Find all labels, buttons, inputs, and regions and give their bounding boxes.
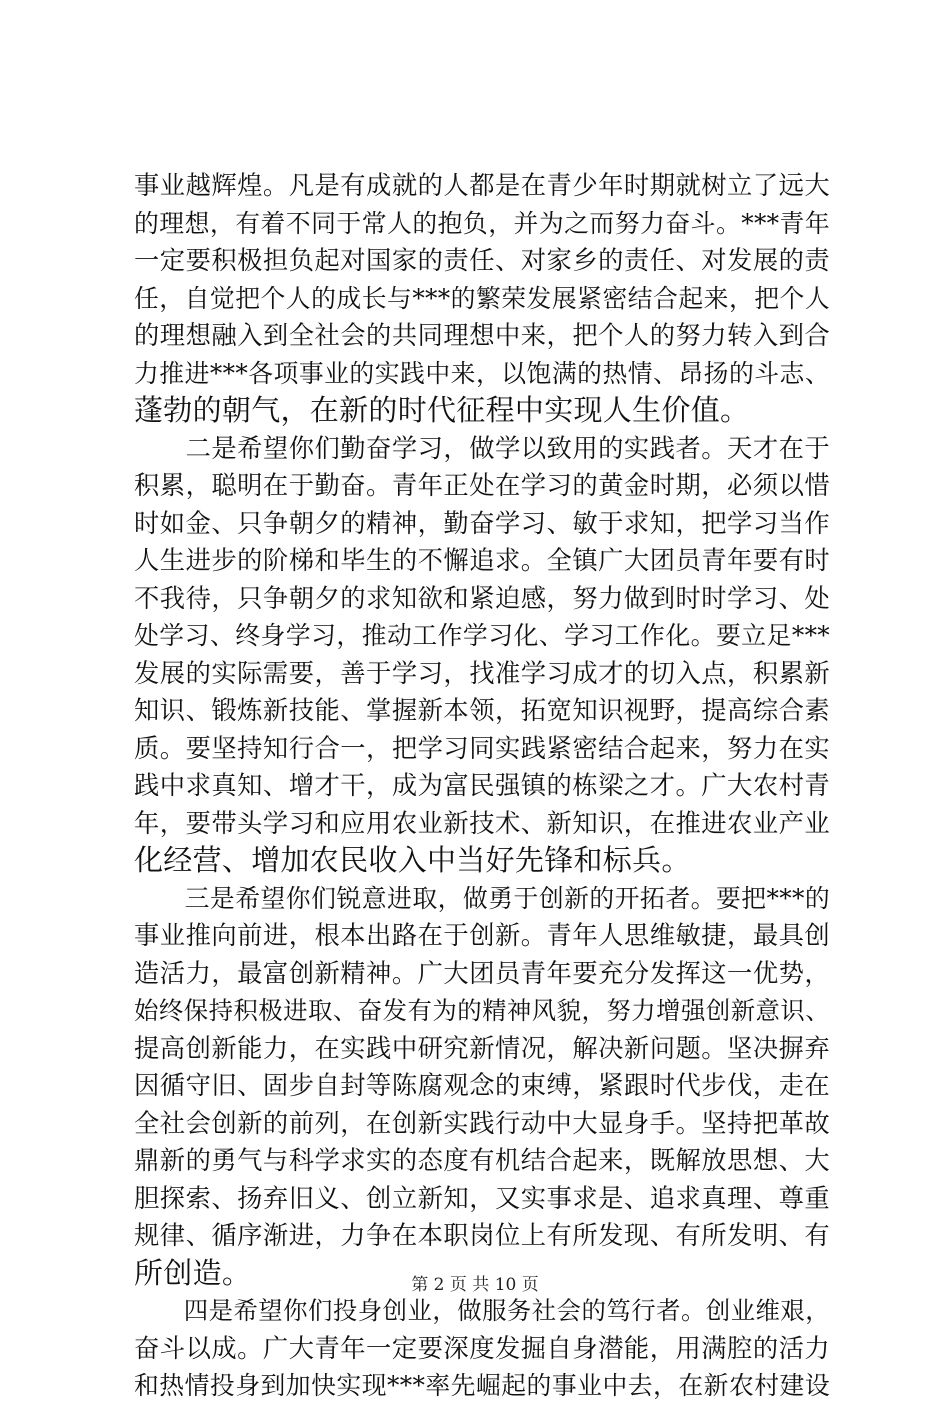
text-line: 践中求真知、增才干，成为富民强镇的栋梁之才。广大农村青 [134,771,830,800]
text-line: 四是希望你们投身创业，做服务社会的笃行者。创业维艰， [134,1296,830,1325]
text-line: 胆探索、扬弃旧义、创立新知，又实事求是、追求真理、尊重 [134,1183,830,1213]
text-line: 所创造。 [134,1255,252,1290]
text-line: 始终保持积极进取、奋发有为的精神风貌，努力增强创新意识、 [134,996,830,1025]
text-line: 力推进***各项事业的实践中来，以饱满的热情、昂扬的斗志、 [134,358,830,388]
text-line: 蓬勃的朝气，在新的时代征程中实现人生价值。 [134,393,750,427]
text-line: 不我待，只争朝夕的求知欲和紧迫感，努力做到时时学习、处 [134,583,830,613]
text-line: 化经营、增加农民收入中当好先锋和标兵。 [134,843,691,877]
text-line: 年，要带头学习和应用农业新技术、新知识，在推进农业产业 [134,808,830,838]
text-line: 全社会创新的前列，在创新实践行动中大显身手。坚持把革故 [134,1108,830,1138]
text-line: 质。要坚持知行合一，把学习同实践紧密结合起来，努力在实 [134,733,830,763]
text-line: 的理想，有着不同于常人的抱负，并为之而努力奋斗。***青年 [134,208,830,238]
page-footer: 第 2 页 共 10 页 [411,1275,539,1295]
text-line: 发展的实际需要，善于学习，找准学习成才的切入点，积累新 [134,658,830,688]
text-line: 知识、锻炼新技能、掌握新本领，拓宽知识视野，提高综合素 [134,696,830,725]
text-line: 造活力，最富创新精神。广大团员青年要充分发挥这一优势， [134,958,830,988]
text-line: 规律、循序渐进，力争在本职岗位上有所发现、有所发明、有 [134,1221,830,1250]
text-line: 积累，聪明在于勤奋。青年正处在学习的黄金时期，必须以惜 [134,471,830,500]
text-line: 奋斗以成。广大青年一定要深度发掘自身潜能，用满腔的活力 [134,1333,830,1363]
text-line: 时如金、只争朝夕的精神，勤奋学习、敏于求知，把学习当作 [134,508,830,538]
text-line: 处学习、终身学习，推动工作学习化、学习工作化。要立足*** [134,621,830,650]
text-line: 鼎新的勇气与科学求实的态度有机结合起来，既解放思想、大 [134,1146,830,1175]
text-line: 的理想融入到全社会的共同理想中来，把个人的努力转入到合 [134,321,830,350]
text-line: 一定要积极担负起对国家的责任、对家乡的责任、对发展的责 [134,246,830,275]
text-line: 二是希望你们勤奋学习，做学以致用的实践者。天才在于 [134,433,830,463]
text-line: 提高创新能力，在实践中研究新情况，解决新问题。坚决摒弃 [134,1033,830,1063]
text-line: 事业推向前进，根本出路在于创新。青年人思维敏捷，最具创 [134,921,830,950]
text-line: 人生进步的阶梯和毕生的不懈追求。全镇广大团员青年要有时 [134,546,830,575]
text-line: 三是希望你们锐意进取，做勇于创新的开拓者。要把***的 [134,883,830,913]
text-line: 因循守旧、固步自封等陈腐观念的束缚，紧跟时代步伐，走在 [134,1071,830,1100]
body-text [134,167,830,1405]
text-line: 和热情投身到加快实现***率先崛起的事业中去，在新农村建设 [134,1371,830,1400]
text-line: 事业越辉煌。凡是有成就的人都是在青少年时期就树立了远大 [134,171,830,200]
text-line: 任，自觉把个人的成长与***的繁荣发展紧密结合起来，把个人 [134,283,830,313]
